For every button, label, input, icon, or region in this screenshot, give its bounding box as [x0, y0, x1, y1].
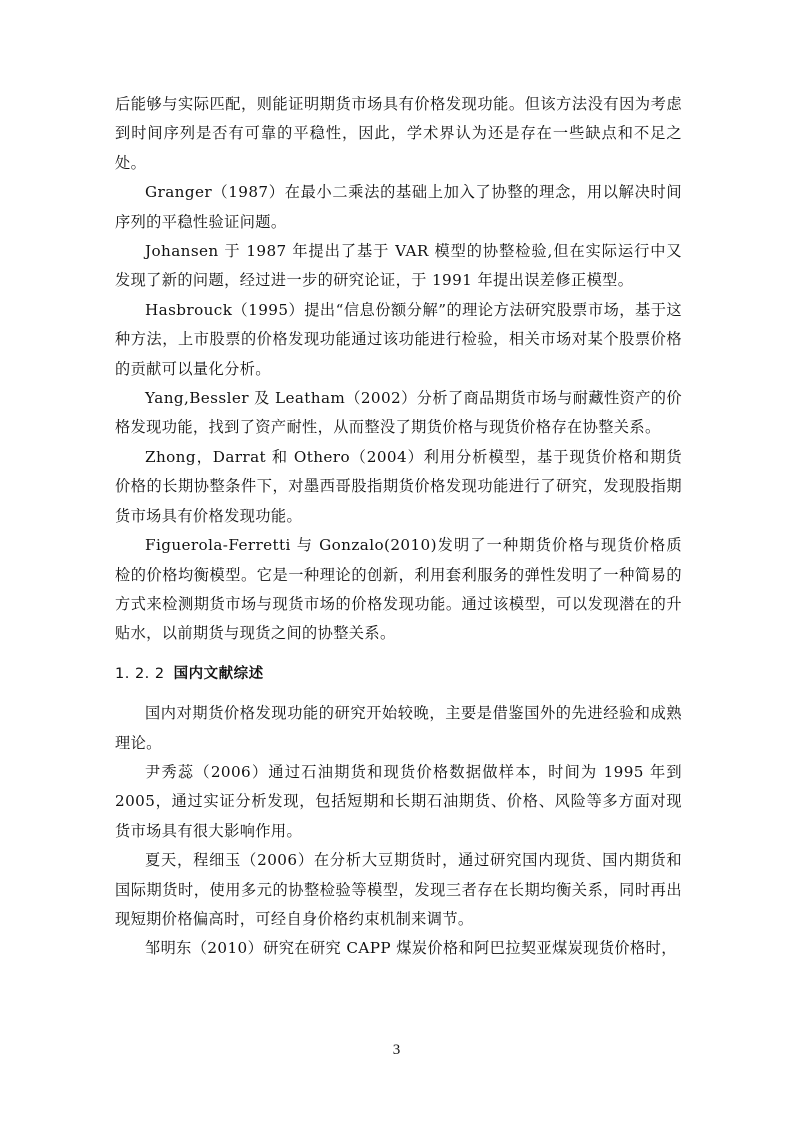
- paragraph: Granger（1987）在最小二乘法的基础上加入了协整的理念，用以解决时间序列的平稳性验证问题。: [115, 183, 682, 231]
- paragraph: Figuerola-Ferretti 与 Gonzalo(2010)发明了一种期货价格与现货价格质检的价格均衡模型。它是一种理论的创新，利用套利服务的弹性发明了一种简易的方式来检测期货市场与现货市场的价格发现功能。通过该模型，可以发现潜在的升贴水，以前期货与现货之间的协整关系。: [115, 536, 682, 643]
- page-content: [115, 90, 682, 964]
- paragraph: 尹秀蕊（2006）通过石油期货和现货价格数据做样本，时间为 1995 年到 2005，通过实证分析发现，包括短期和长期石油期货、价格、风险等多方面对现货市场具有很大影响作用。: [115, 762, 682, 840]
- paragraph: 国内对期货价格发现功能的研究开始较晚，主要是借鉴国外的先进经验和成熟理论。: [115, 704, 682, 752]
- paragraph: 后能够与实际匹配，则能证明期货市场具有价格发现功能。但该方法没有因为考虑到时间序列是否有可靠的平稳性，因此，学术界认为还是存在一些缺点和不足之处。: [115, 95, 682, 172]
- paragraph-group-domestic-literature: [115, 699, 682, 964]
- paragraph: 夏天，程细玉（2006）在分析大豆期货时，通过研究国内现货、国内期货和国际期货时，使用多元的协整检验等模型，发现三者存在长期均衡关系，同时再出现短期价格偏高时，可经自身价格约束机制来调节。: [115, 851, 682, 928]
- section-number: 1. 2. 2: [115, 665, 165, 682]
- paragraph: Johansen 于 1987 年提出了基于 VAR 模型的协整检验,但在实际运行中又发现了新的问题，经过进一步的研究论证，于 1991 年提出误差修正模型。: [115, 242, 682, 290]
- section-heading: [115, 660, 682, 689]
- paragraph-group-foreign-literature: [115, 90, 682, 649]
- paragraph: Hasbrouck（1995）提出“信息份额分解”的理论方法研究股票市场，基于这种方法，上市股票的价格发现功能通过该功能进行检验，相关市场对某个股票价格的贡献可以量化分析。: [115, 300, 682, 378]
- paragraph: Yang,Bessler 及 Leatham（2002）分析了商品期货市场与耐藏性资产的价格发现功能，找到了资产耐性，从而整没了期货价格与现货价格存在协整关系。: [115, 389, 682, 437]
- paragraph: Zhong，Darrat 和 Othero（2004）利用分析模型，基于现货价格和期货价格的长期协整条件下，对墨西哥股指期货价格发现功能进行了研究，发现股指期货市场具有价格发现功能。: [115, 447, 682, 525]
- page-number: 3: [392, 1042, 401, 1058]
- paragraph: 邹明东（2010）研究在研究 CAPP 煤炭价格和阿巴拉契亚煤炭现货价格时，: [145, 939, 677, 958]
- section-title: 国内文献综述: [173, 665, 264, 682]
